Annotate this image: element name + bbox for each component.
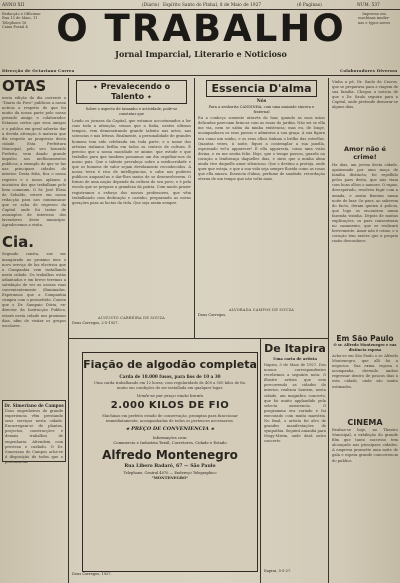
left-info-line: Redacção e Officinas: <box>2 12 42 16</box>
newspaper-subtitle: Jornal Imparcial, Literario e Noticioso <box>115 49 287 59</box>
talento-text: Lendo os jornaes da Capital, que estamos accostumados a ler com toda a attenção, vemos que a Italia, nestes ultimos tempos, vem demonstrando grande talento nas artes, nas sciencias e nas lettras. Realmente, a personalidade de grandes homens tem sido celebrada em toda parte, e o nome dos artistas italianos brilha em todos os centros de cultura. É preciso que a nossa mocidade se anime, que estude e que trabalhe para que tambem possamos um dia orgulhar-nos do nosso paiz. Que o talento prevaleça sobre a mediocridade e que os homens de valor sejam devidamente reconhecidos. A nossa terra é rica de intelligencias, e cabe aos poderes publicos amparal-as e dar-lhes meios de se desenvolverem. O futuro de uma nação depende da cultura do seu povo, e é pela escola que se prepara a grandeza da patria. Com muito prazer registramos o esforço dos nossos professores, que vêm trabalhando com dedicação e carinho, preparando as novas gerações para as luctas da vida. Que seja assim sempre. <box>72 119 191 205</box>
left-info-line: Caixa Postal 4 <box>2 25 28 30</box>
ad-body2: Machinas em perfeito estado de conservação, promptas para funccionar immediatamente, acompanhadas de todos os pertences necessarios. <box>102 414 238 424</box>
column-essencia <box>198 80 325 336</box>
simeriano-advertisement <box>2 400 66 462</box>
column-rule <box>194 78 195 338</box>
column-rule <box>328 78 329 583</box>
left-info-line: Rua 15 de Maio, 11 <box>2 16 38 21</box>
ad-wide: 2.000 KILOS DE FIO <box>110 400 230 412</box>
header-number: NUM. 537 <box>357 2 380 7</box>
header-right-info <box>350 12 398 25</box>
talento-footer: Dous Corregos, 2-5-1927. <box>72 321 119 326</box>
newspaper-title: O TRABALHO <box>56 7 346 50</box>
itapira-text: Itapira, 3 de Maio de 1927. Dos nossos correspondentes recebemos a seguinte nota: O illustre artista que vem percorrendo as cidades do interior, realizou hontem, nesta cidade, um magnifico concerto, que foi muito applaudido pela selecta assistencia. O programma era variado e foi executado com muita maestria. No final, o artista foi alvo de grandes manifestações de sympathia. Seguirá amanhã para Mogy-Mirim, onde dará outro concerto. <box>264 363 326 444</box>
essencia-heading: Essencia D'alma <box>206 80 317 97</box>
ad-address: Rua Libero Badaró, 67 — São Paulo <box>124 464 216 470</box>
ad-contact-line: Commercio e Industria Textil, Corretores, Cidade e Estado <box>113 440 227 446</box>
sao-paulo-intro: O sr. Alfredo Montenegro e sua distincta esposa <box>333 343 397 352</box>
notes-text-2: Segundo consta, vae ser inaugurado no proximo mez o novo serviço de luz electrica que a Companhia vem installando nesta cidade. Os trabalhos estão adiantados e em breve teremos a satisfação de ver as nossas ruas convenientemente illuminadas. Esperamos que a Companhia cumpra com o promettido. Consta que o Dr. Sampaio Dória, ex-director da Instrucção Publica, estará nesta cidade nos proximos dias, afim de visitar os grupos escolares. <box>2 252 66 328</box>
sao-paulo-text: Acha-se em São Paulo o sr. Alfredo Montenegro, que alli foi a negocios. Sua exma. esposa o acompanha, devendo ambos regressar dentro de poucos dias a esta cidade, onde são muito estimados. <box>332 354 398 389</box>
header-edition: (Diario) <box>142 2 160 7</box>
ad-line1: Carda de 18.000 fusos, para fios de 10 a 30 <box>119 374 221 379</box>
ad-name: Alfredo Montenegro <box>102 448 238 463</box>
masthead <box>56 7 346 59</box>
essencia-signature: ALVORADA CAMPOS DE SOUZA <box>229 308 294 313</box>
talento-title: Prevalecendo o Talento <box>100 82 171 101</box>
simeriano-text: Dous engenheiros de grande experiencia vêm prestando seus serviços nesta cidade. Encarregam-se de plantas, projectos, construcções e demais trabalhos de engenharia. Attendem com presteza e cuidado. O Dr. Simeriano de Campos acha-se á disposição de todos que o procurarem. <box>5 409 63 464</box>
right-info-line: Impresso em <box>362 12 386 16</box>
left-info-line: Telephone 16 <box>2 20 27 25</box>
column-notes <box>0 78 66 583</box>
talento-signature: AUGUSTO CARREIRA DE SOUZA <box>98 316 165 321</box>
header-year: ANNO XII <box>2 2 25 7</box>
ad2-footer: Dous Corregos, 1927. <box>72 572 112 576</box>
column-rule <box>260 338 261 583</box>
amor-text: Ha dias, um jovem desta cidade, apaixonado por uma moça de familia distincta, foi repellido pelos paes desta, que não viam com bons olhos o namoro. O rapaz, desesperado, resolveu fugir com a amada, e assim fizeram numa noite de luar. Os paes, ao saberem do facto, deram queixa á policia, que logo os encontrou numa fazenda vizinha. Depois de muitas explicações, os paes consentiram no casamento, que se realizará brevemente. Amor não é crime, e o coração tem razões que a propria razão desconhece. <box>332 163 398 244</box>
essencia-text: Eu a conheço somente através do luar, quando as suas mãos delicadas pareciam brincar com as rosas do jardim. Não sei se ella me via, nem se sabia da minha existencia; mas eu, de longe, acompanhava os seus passos e admirava a sua graça. A sua figura era como um sonho, e os seus olhos tinham o brilho das estrellas. Quantas vezes, á noite, fiquei a contemplar a sua janella, esperando vel-a apparecer! E ella apparecia, como uma visão divina, e eu me sentia feliz. Hoje, que o tempo passou, guardo no coração a lembrança daquelles dias, e sinto que a minha alma ainda vive daquelle amor silencioso. Que o destino a proteja, onde quer que esteja, e que a sua vida seja sempre florida como as rosas que ella amava. Essencia d'alma, perfume de saudade, recordação eterna de um tempo que não volta mais. <box>198 116 325 182</box>
cinema-heading: CINEMA <box>347 418 383 427</box>
ad-body: Uma carda trabalhando em 12 horas, com regularidade de 400 a 500 kilos de fio, muito em condições de ser installada em qualquer logar. <box>93 381 247 391</box>
talento-intro: Sobre o aspecto de tamanho e actividade, pode-se constatar que <box>85 107 178 116</box>
right-info-line: machinas moder- <box>358 16 390 21</box>
notes-heading-2: Cia. <box>2 233 34 252</box>
cotton-mill-advertisement <box>82 352 258 572</box>
ad-convenience-label: PREÇO DE CONVENIENCIA <box>131 426 209 433</box>
itapira-footer: Itapira, 5-5-27. <box>264 569 292 573</box>
section-rule <box>68 338 328 339</box>
sao-paulo-heading: Em São Paulo <box>336 334 394 343</box>
column-talento <box>72 80 191 336</box>
simeriano-heading: Dr. Simeriano de Campos <box>4 403 64 408</box>
amor-heading: Amor não é crime! <box>344 145 386 161</box>
ad-title: Fiação de algodão completa <box>83 358 257 371</box>
cinema-text: Realiza-se hoje, no Theatro Municipal, a exhibição do grande film que tanto successo tem alcançado nas principaes cidades. A empresa promette uma noite de gala e espera grande concorrencia do publico. <box>332 428 398 463</box>
notes-heading: OTAS <box>2 77 47 95</box>
masthead-rule <box>0 75 400 76</box>
director-credit: Direcção de Octaviano Correa <box>2 68 75 73</box>
essencia-dedication: Para a senhorita CANDINHA, com uma amizade sincera e fraternal <box>208 105 315 114</box>
header-pages: (6 Paginas) <box>297 2 322 7</box>
talento-heading <box>76 80 187 104</box>
header-left-info <box>2 12 56 30</box>
ad-contact-intro: Informações com: <box>152 435 188 441</box>
star-icon: ★ <box>125 426 130 432</box>
itapira-heading: De Itapira <box>264 342 326 355</box>
column-right <box>332 80 398 583</box>
header-place-date: Espírito Santo do Pinhal, 8 de Maio de 1927 <box>163 2 262 7</box>
notes-text: nesta edição do dia corrente o "Diario do Povo" publicou a nossa noticia a respeito do que foi muito da nossa parte pelo nosso prezado amigo e colaborador. Estamos certos que seus amigos e o publico em geral saberão dar a devida attenção á materia que diz respeito ao progresso desta cidade. Esta Prefeitura Municipal, pelo seu honrado Prefeito, vem dando grande impulso aos melhoramentos publicos, a exemplo do que se faz nas principaes cidades do interior. Desta feita, fica o nosso registro e o nosso aplauso á iniciativa dos que trabalham pelo bem commum. O Sr. José Elisio de Sebaldo, esteve em nossa redacção para nos communicar que se acha de regresso da Capital onde foi tratar de assumptos de interesse dos lavradores deste municipio. Agradecemos a visita. <box>2 96 66 228</box>
ad2-block <box>72 572 252 582</box>
ornament-icon: ✦ <box>92 84 98 91</box>
ad-price: Vende-se por preço muito barato <box>136 393 204 399</box>
right-top-text: Vinha a pé, Dr. Saulo de Cravos, que se preparava para a viagem de sua familia. Chegou a noticia de que o Dr. Saulo seguira para a Capital, onde pretende demorar-se alguns dias. <box>332 80 398 110</box>
ad-phone: Telephone, Central 4070 — Endereço Telegraphico <box>123 471 217 476</box>
ornament-icon: ✦ <box>146 94 152 101</box>
right-info-line: nas e typos novos <box>357 20 391 25</box>
column-itapira <box>264 342 326 582</box>
star-icon: ★ <box>210 426 215 432</box>
ad-telegraph: "MONTENEGRO" <box>151 475 189 481</box>
essencia-footer: Dous Corregos. <box>198 313 227 318</box>
ad-side-gap <box>70 342 80 582</box>
ad-convenience <box>83 426 257 432</box>
itapira-subheading: Uma carta de artista <box>273 356 317 361</box>
collaborators-credit: Colaboradores Diversos <box>340 68 398 73</box>
essencia-subheading: Nós <box>256 99 267 104</box>
column-rule <box>68 78 69 583</box>
